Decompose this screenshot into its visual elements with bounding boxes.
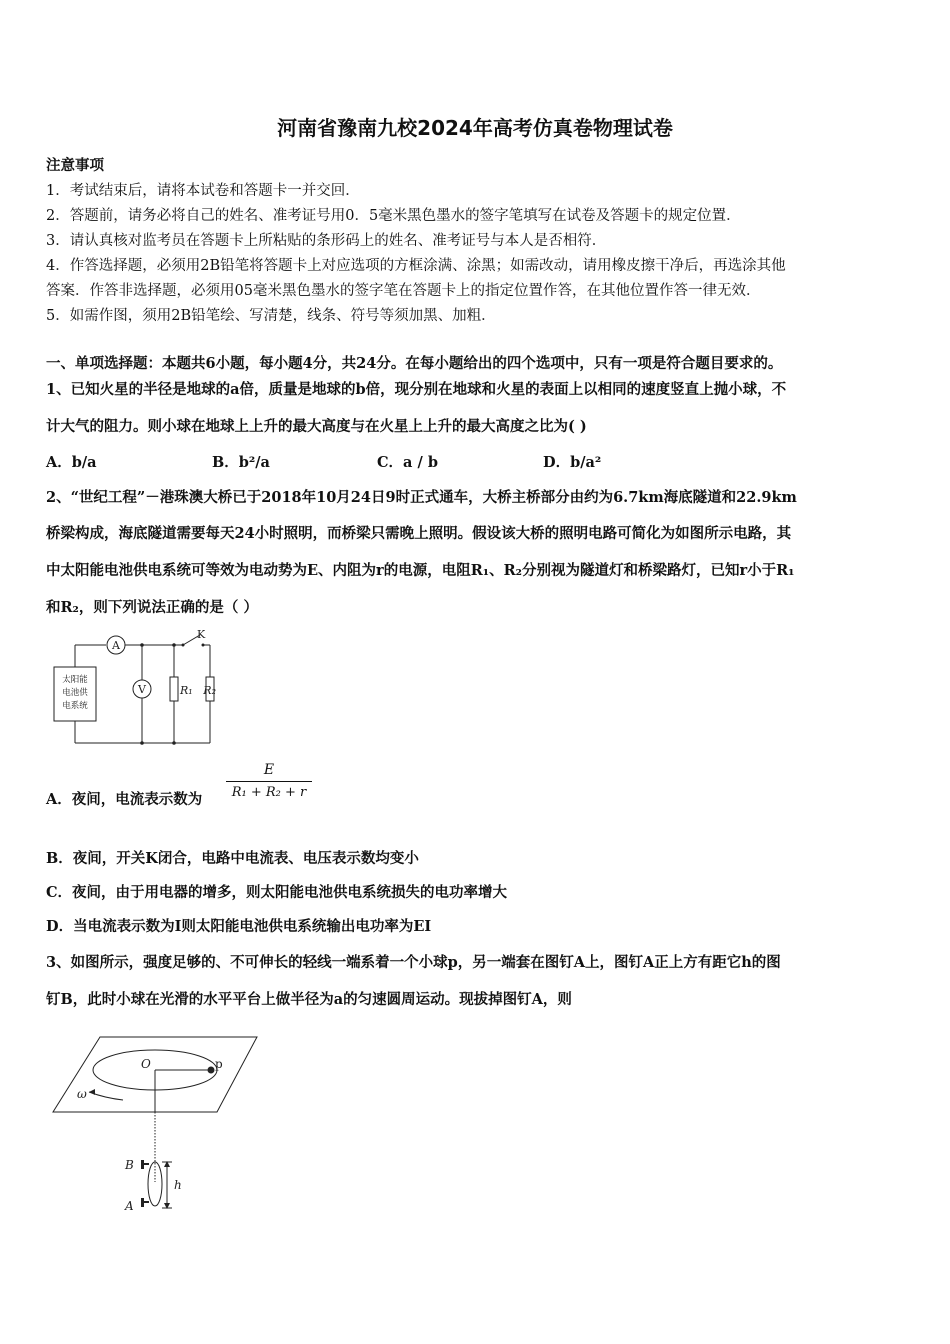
q3-line: 3、如图所示，强度足够的、不可伸长的轻线一端系着一个小球p，另一端套在图钉A上，图钉A正上方有距它h的图 [46,954,781,971]
section-heading: 一、单项选择题：本题共6小题，每小题4分，共24分。在每小题给出的四个选项中，只有一项是符合题目要求的。 [46,355,783,372]
current-fraction [226,762,312,800]
circuit-diagram [40,625,220,750]
ball-p [208,1067,215,1074]
r2-label: R₂ [203,684,216,697]
label-omega: ω [77,1087,87,1101]
q3-line: 钉B，此时小球在光滑的水平平台上做半径为a的匀速圆周运动。现拔掉图钉A，则 [46,991,572,1008]
notice-item: 5．如需作图，须用2B铅笔绘、写清楚，线条、符号等须加黑、加粗． [46,308,496,324]
notice-item: 2．答题前，请务必将自己的姓名、准考证号用0．5毫米黑色墨水的签字笔填写在试卷及答题卡的规定位置． [46,208,741,224]
ammeter-label: A [112,639,120,652]
q2-line: 和R₂，则下列说法正确的是（ ） [46,599,258,616]
notice-item: 答案．作答非选择题，必须用05毫米黑色墨水的签字笔在答题卡上的指定位置作答，在其他位置作答一律无效． [46,283,761,299]
label-b: B [125,1158,134,1172]
q1-option-b: B．b²/a [212,454,270,471]
label-a: A [125,1199,134,1213]
q1-option-a: A．b/a [46,454,97,471]
notice-item: 1．考试结束后，请将本试卷和答题卡一并交回． [46,183,360,199]
q2-line: 中太阳能电池供电系统可等效为电动势为E、内阻为r的电源，电阻R₁、R₂分别视为隧道灯和桥梁路灯，已知r小于R₁ [46,562,795,579]
q2-line: 桥梁构成，海底隧道需要每天24小时照明，而桥梁只需晚上照明。假设该大桥的照明电路可简化为如图所示电路，其 [46,525,792,542]
q2-option-d: D．当电流表示数为I则太阳能电池供电系统输出电功率为EI [46,918,432,935]
page-title: 河南省豫南九校2024年高考仿真卷物理试卷 [277,116,673,140]
rotation-arrow [89,1089,95,1095]
pin-a [141,1198,144,1207]
switch-label: K [197,628,206,641]
q2-option-a: A．夜间，电流表示数为 [46,791,203,808]
q2-line: 2、“世纪工程”－港珠澳大桥已于2018年10月24日9时正式通车，大桥主桥部分由约为6.7km海底隧道和22.9km [46,489,797,506]
notice-item: 3．请认真核对监考员在答题卡上所粘贴的条形码上的姓名、准考证号与本人是否相符． [46,233,607,249]
label-p: p [215,1057,223,1071]
source-label: 太阳能 [62,675,88,685]
pin-b [141,1160,144,1169]
source-label: 电池供 [62,688,88,698]
q1-option-c: C．a / b [377,454,438,471]
q2-option-b: B．夜间，开关K闭合，电路中电流表、电压表示数均变小 [46,850,419,867]
q1-line: 1、已知火星的半径是地球的a倍，质量是地球的b倍，现分别在地球和火星的表面上以相同的速度竖直上抛小球，不 [46,381,787,398]
label-h: h [174,1178,182,1192]
fraction-denominator: R₁ + R₂ + r [226,781,312,800]
q1-line: 计大气的阻力。则小球在地球上上升的最大高度与在火星上上升的最大高度之比为( ) [46,418,587,435]
voltmeter-label: V [138,683,146,696]
pin-diagram [45,1032,260,1217]
source-label: 电系统 [62,701,88,711]
notice-item: 4．作答选择题，必须用2B铅笔将答题卡上对应选项的方框涂满、涂黑；如需改动，请用橡皮擦干净后，再选涂其他 [46,258,786,274]
q1-option-d: D．b/a² [543,454,602,471]
q2-option-c: C．夜间，由于用电器的增多，则太阳能电池供电系统损失的电功率增大 [46,884,508,901]
r1-label: R₁ [180,684,193,697]
label-o: O [141,1057,151,1071]
notice-heading: 注意事项 [46,157,104,174]
fraction-numerator: E [263,762,275,778]
